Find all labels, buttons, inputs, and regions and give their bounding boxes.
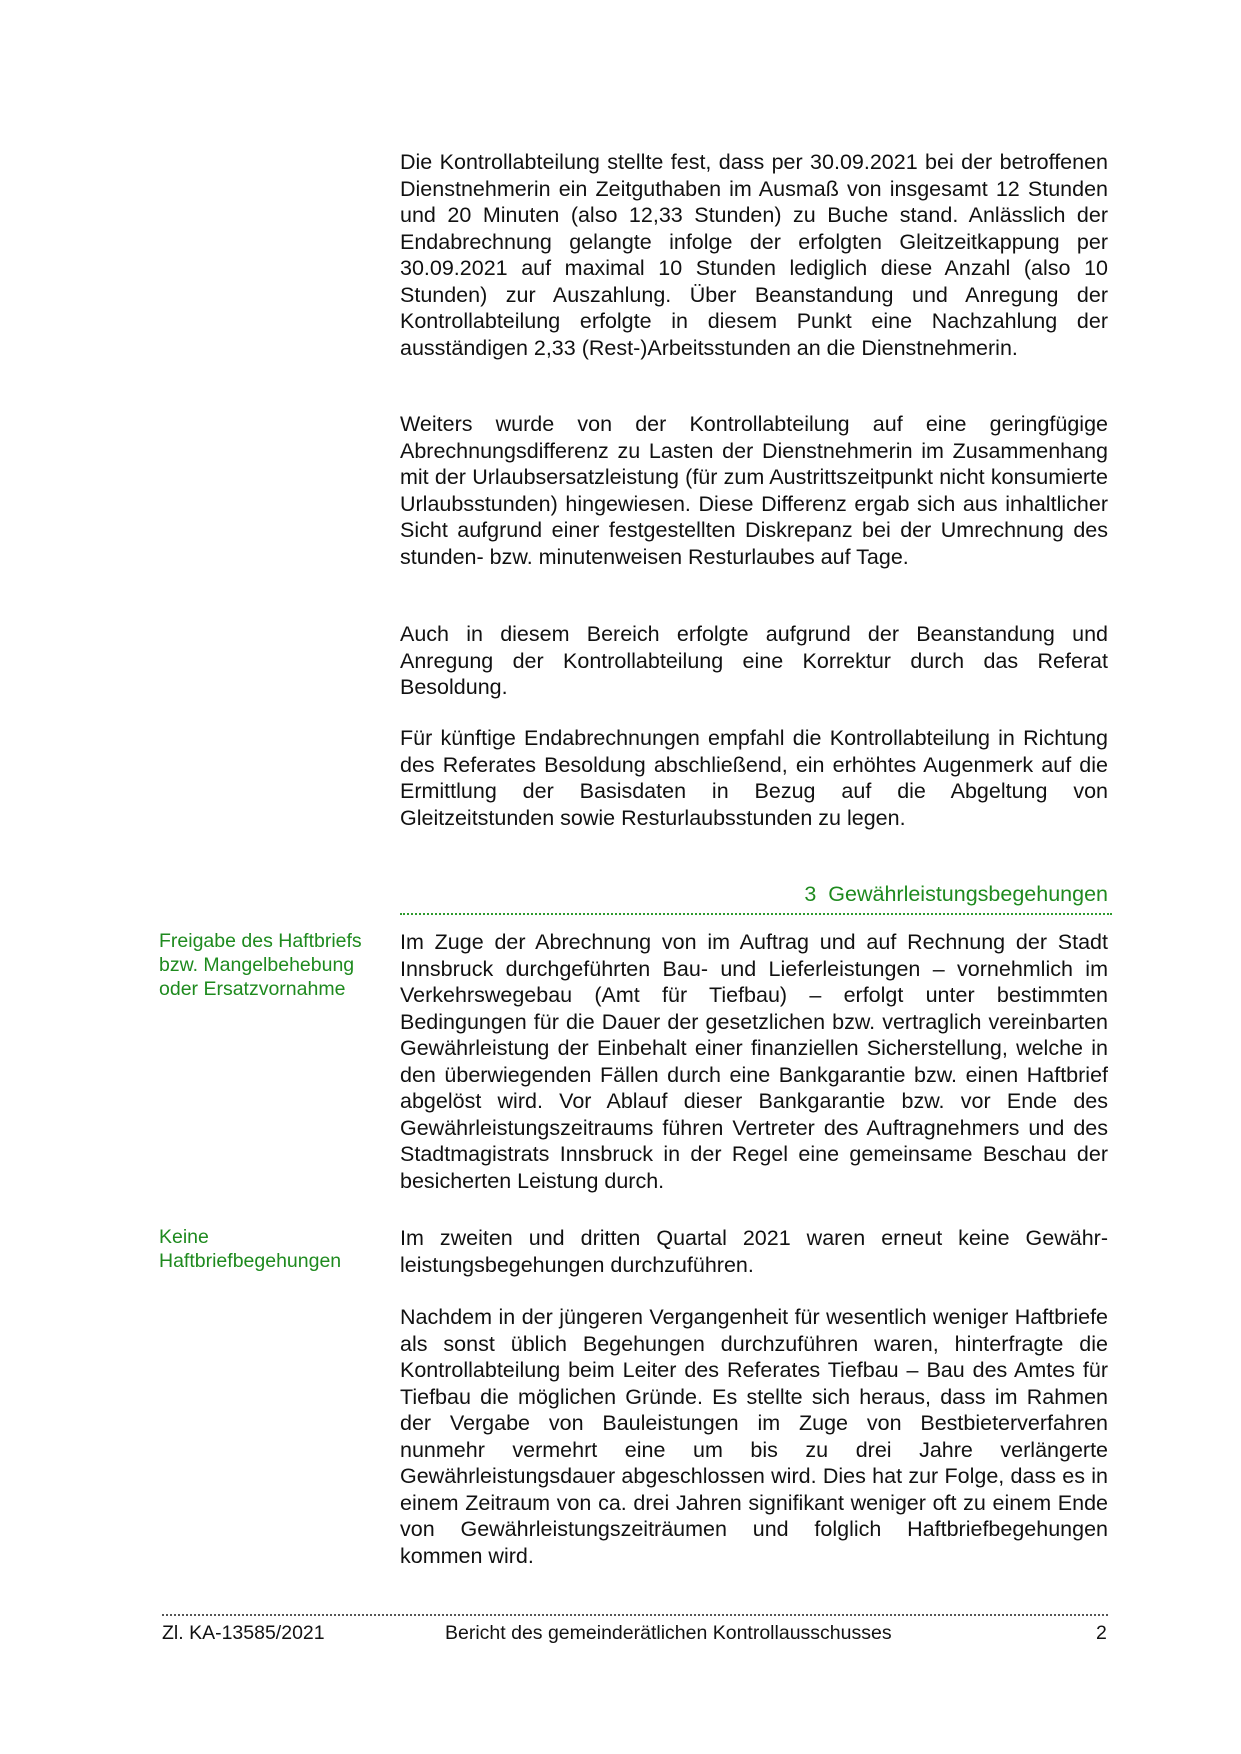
paragraph-zeitguthaben: Die Kontrollabteilung stellte fest, dass per 30.09.2021 bei der betroffenen Dienstnehmerin ein Zeitguthaben im Ausmaß von insgesamt 12 Stunden und 20 Minuten (also 12,33 Stunden) zu Buche stand. Anlässlich der Endabrechnung gelangte infolge der erfolgten Gleitzeitkappung per 30.09.2021 auf maximal 10 Stunden lediglich diese Anzahl (also 10 Stunden) zur Auszahlung. Über Beanstandung und Anregung der Kontrollabteilung erfolgte in diesem Punkt eine Nachzahlung der ausständigen 2,33 (Rest-)Arbeitsstunden an die Dienstnehmerin. (400, 150, 1108, 360)
section-title: Gewährleistungsbegehungen (828, 882, 1108, 906)
paragraph-quartal: Im zweiten und dritten Quartal 2021 waren erneut keine Gewährleistungsbegehungen durchzuführen. (400, 1226, 1108, 1277)
section-number: 3 (804, 882, 817, 906)
paragraph-korrektur: Auch in diesem Bereich erfolgte aufgrund der Beanstandung und Anregung der Kontrollabteilung eine Korrektur durch das Referat Besoldung. (400, 622, 1108, 699)
paragraph-abrechnungsdifferenz: Weiters wurde von der Kontrollabteilung auf eine geringfügige Abrechnungsdifferenz zu Lasten der Dienstnehmerin im Zusammenhang mit der Urlaubsersatzleistung (für zum Austrittszeitpunkt nicht konsumierte Urlaubsstunden) hingewiesen. Diese Differenz ergab sich aus inhaltlicher Sicht aufgrund einer festgestellten Diskrepanz bei der Umrechnung des stunden- bzw. minutenweisen Resturlaubes auf Tage. (400, 412, 1108, 569)
footer-reference: Zl. KA-13585/2021 (162, 1622, 325, 1644)
margin-note-haftbrief-freigabe: Freigabe des Haftbriefs bzw. Mangelbehebung oder Ersatzvornahme (159, 930, 362, 1000)
footer-page-number: 2 (1096, 1622, 1107, 1644)
paragraph-empfehlung: Für künftige Endabrechnungen empfahl die Kontrollabteilung in Richtung des Referates Besoldung abschließend, ein erhöhtes Augenmerk auf die Ermittlung der Basisdaten in Bezug auf die Abgeltung von Gleitzeitstunden sowie Resturlaubsstunden zu legen. (400, 726, 1108, 830)
footer-rule (162, 1614, 1108, 1616)
paragraph-gewaehrleistung: Im Zuge der Abrechnung von im Auftrag und auf Rechnung der Stadt Innsbruck durchgeführten Bau- und Lieferleistungen – vornehmlich im Verkehrswegebau (Amt für Tiefbau) – erfolgt unter bestimmten Bedingungen für die Dauer der gesetzlichen bzw. vertraglich vereinbarten Gewährleistung der Einbehalt einer finanziellen Sicherstellung, welche in den überwiegenden Fällen durch eine Bankgarantie bzw. einen Haftbrief abgelöst wird. Vor Ablauf dieser Bankgarantie bzw. vor Ende des Gewährleistungszeitraums führen Vertreter des Auftragnehmers und des Stadtmagistrats Innsbruck in der Regel eine gemeinsame Beschau der besicherten Leistung durch. (400, 930, 1108, 1193)
margin-note-keine-begehungen: Keine Haftbriefbegehungen (159, 1226, 342, 1272)
section-heading-rule (400, 913, 1112, 915)
footer-title: Bericht des gemeinderätlichen Kontrollausschusses (445, 1622, 892, 1644)
paragraph-gruende: Nachdem in der jüngeren Vergangenheit für wesentlich weniger Haftbriefe als sonst üblich Begehungen durchzuführen waren, hinterfragte die Kontrollabteilung beim Leiter des Referates Tiefbau – Bau des Amtes für Tiefbau die möglichen Gründe. Es stellte sich heraus, dass im Rahmen der Vergabe von Bauleistungen im Zuge von Bestbieterverfahren nunmehr vermehrt eine um bis zu drei Jahre verlängerte Gewährleistungsdauer abgeschlossen wird. Dies hat zur Folge, dass es in einem Zeitraum von ca. drei Jahren signifikant weniger oft zu einem Ende von Gewährleistungszeiträumen und folglich Haftbriefbegehungen kommen wird. (400, 1305, 1108, 1568)
section-heading (400, 882, 1108, 907)
